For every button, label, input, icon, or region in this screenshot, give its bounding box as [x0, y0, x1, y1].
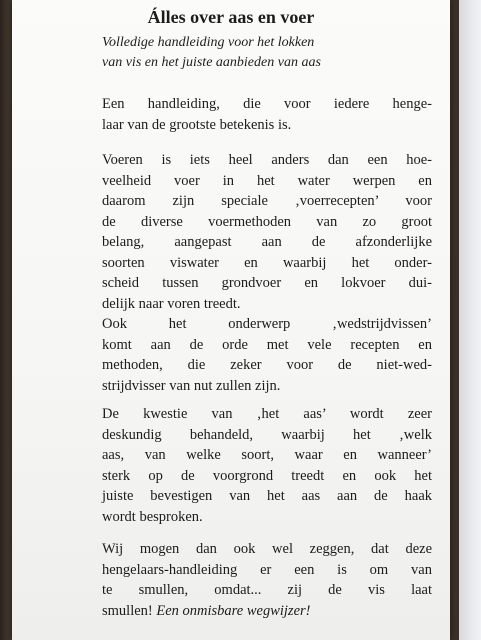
- text-line: laar van de grootste betekenis is.: [102, 116, 292, 133]
- text-line: juiste bevestigen van het aas aan de haak: [102, 488, 432, 504]
- text-line: Wij mogen dan ook wel zeggen, dat deze: [102, 541, 432, 557]
- text-line: komt aan de orde met vele recepten en: [102, 336, 432, 353]
- text-line: Ook het onderwerp ‚wedstrijdvissen’: [102, 316, 432, 332]
- text-line: veelheid voer in het water werpen en: [102, 172, 432, 189]
- paragraph-conclusie: [102, 539, 432, 621]
- text-line: wordt besproken.: [102, 508, 203, 525]
- subtitle-line: Volledige handleiding voor het lokken: [102, 35, 315, 50]
- text-line: delijk naar voren treedt.: [102, 295, 241, 312]
- text-line: te smullen, omdat... zij de vis laat: [102, 582, 432, 598]
- text-line: de diverse voermethoden van zo groot: [102, 213, 432, 230]
- text-line: strijdvisser van nut zullen zijn.: [102, 377, 281, 394]
- page-title: Álles over aas en voer: [147, 7, 315, 27]
- text-line: aas, van welke soort, waar en wanneer’: [102, 447, 432, 463]
- text-line: methoden, die zeker voor de niet-wed-: [102, 357, 432, 373]
- text-line: belang, aangepast aan de afzonderlijke: [102, 234, 432, 250]
- text-line: daarom zijn speciale ‚voerrecepten’ voor: [102, 193, 432, 209]
- text-line: Een handleiding, die voor iedere henge-: [102, 96, 432, 112]
- book-back-cover: [12, 0, 450, 640]
- text-line: hengelaars-handleiding er een is om van: [102, 561, 432, 578]
- paragraph-wedstrijdvissen: [102, 314, 432, 396]
- subtitle: [102, 33, 442, 73]
- text-line: scheid tussen grondvoer en lokvoer dui-: [102, 275, 432, 291]
- subtitle-line: van vis en het juiste aanbieden van aas: [102, 55, 321, 70]
- text-line: sterk op de voorgrond treedt en ook het: [102, 467, 432, 484]
- text-line: Voeren is iets heel anders dan een hoe-: [102, 152, 432, 168]
- text-line: De kwestie van ‚het aas’ wordt zeer: [102, 406, 432, 422]
- paragraph-voeren: [102, 150, 432, 314]
- background-right: [459, 0, 481, 640]
- text-line: [102, 601, 432, 622]
- paragraph-aas: [102, 404, 432, 527]
- text-line: soorten viswater en waarbij het onder-: [102, 254, 432, 271]
- paragraph-intro: [102, 94, 432, 135]
- text-plain: smullen!: [102, 602, 157, 619]
- tagline: Een onmisbare wegwijzer!: [156, 602, 311, 619]
- text-line: deskundig behandeld, waarbij het ‚welk: [102, 426, 432, 443]
